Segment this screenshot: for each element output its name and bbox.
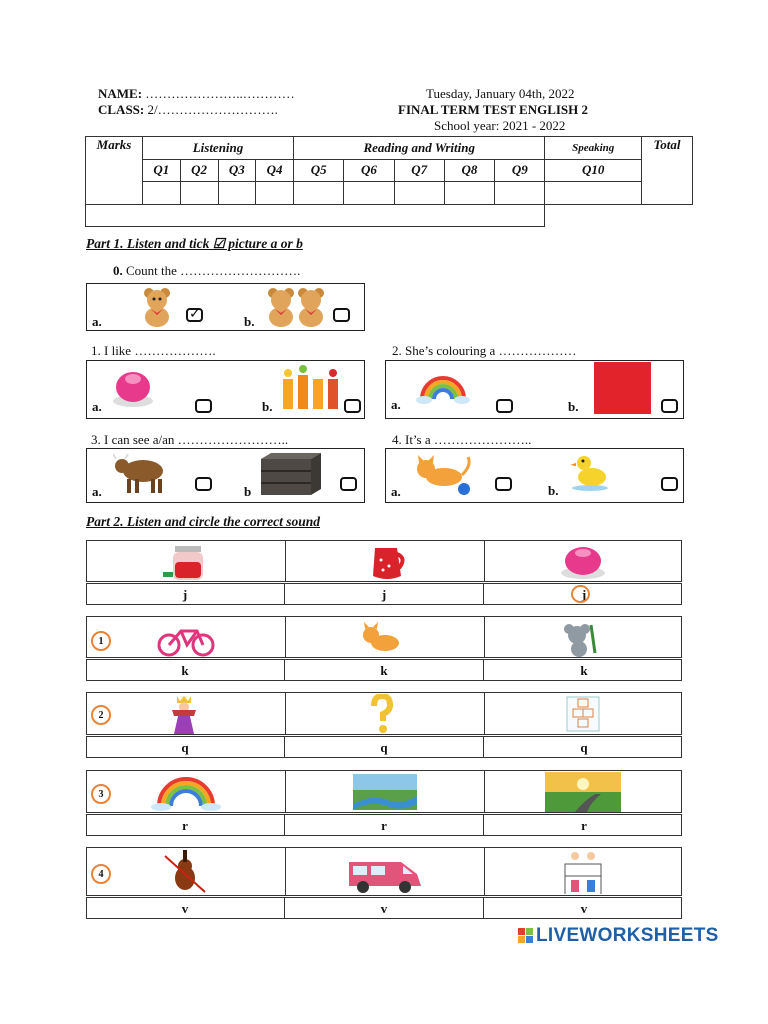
option-b-label: b. xyxy=(244,314,255,329)
q3-box xyxy=(86,448,365,503)
letter-option[interactable]: j xyxy=(381,587,387,602)
q-header: Q4 xyxy=(256,159,294,182)
class-value[interactable]: 2/………………………. xyxy=(147,102,278,117)
speaking-header: Speaking xyxy=(545,137,642,160)
letter-option[interactable]: v xyxy=(380,901,388,916)
letter-option[interactable]: q xyxy=(380,740,388,755)
score-cell[interactable] xyxy=(344,182,394,205)
test-title: FINAL TERM TEST ENGLISH 2 xyxy=(398,102,589,117)
tick-mark: ✓ xyxy=(189,307,201,322)
option-a-label: a. xyxy=(391,484,401,499)
rainbow-icon[interactable] xyxy=(151,774,221,812)
letter-option[interactable]: k xyxy=(380,663,388,678)
red-square xyxy=(594,362,651,414)
teddy-bear-icon xyxy=(137,285,177,327)
part2-title: Part 2. Listen and circle the correct sound xyxy=(86,514,320,529)
q2-box xyxy=(385,360,684,419)
answer-circle xyxy=(571,585,590,603)
kitten-icon xyxy=(412,451,476,497)
logo-blocks-icon xyxy=(518,928,534,944)
violin-icon[interactable] xyxy=(163,850,209,894)
q4-text: 4. It’s a ………………….. xyxy=(392,432,532,447)
q2-text: 2. She’s colouring a ……………… xyxy=(392,343,577,358)
score-cell[interactable] xyxy=(218,182,256,205)
q-header: Q2 xyxy=(180,159,218,182)
q-header: Q9 xyxy=(495,159,545,182)
score-cell[interactable] xyxy=(444,182,494,205)
letter-option[interactable]: q xyxy=(580,740,588,755)
score-cell[interactable] xyxy=(143,182,181,205)
wooden-box-icon xyxy=(259,451,323,497)
checkbox-b[interactable] xyxy=(333,308,350,322)
name-line xyxy=(98,86,295,102)
row-number: 1 xyxy=(91,631,111,651)
jelly-icon[interactable] xyxy=(559,543,607,581)
volleyball-icon[interactable] xyxy=(561,850,605,894)
listening-header: Listening xyxy=(143,137,294,160)
school-year: School year: 2021 - 2022 xyxy=(434,118,566,133)
checkbox-b[interactable] xyxy=(661,477,678,491)
option-b-label: b xyxy=(244,484,252,499)
part1-title: Part 1. Listen and tick ☑ picture a or b xyxy=(86,236,303,251)
letter-option[interactable]: r xyxy=(182,818,188,833)
checkbox-a[interactable] xyxy=(195,477,212,491)
sound-row-pictures xyxy=(86,616,682,658)
q-header: Q5 xyxy=(294,159,344,182)
letter-option[interactable]: r xyxy=(581,818,587,833)
option-a-label: a. xyxy=(92,314,102,329)
name-label: NAME: xyxy=(98,86,143,101)
q-header: Q7 xyxy=(394,159,444,182)
q-header: Q6 xyxy=(344,159,394,182)
comment-cell[interactable] xyxy=(86,204,545,227)
two-teddy-bears-icon xyxy=(263,285,329,327)
kitten-icon[interactable] xyxy=(359,619,407,657)
jam-jar-icon[interactable] xyxy=(163,542,213,582)
logo-text: LIVEWORKSHEETS xyxy=(536,925,719,946)
letter-option[interactable]: q xyxy=(181,740,189,755)
rainbow-icon xyxy=(416,365,470,405)
letter-option[interactable]: k xyxy=(181,663,189,678)
score-cell[interactable] xyxy=(294,182,344,205)
letters-row xyxy=(86,736,682,758)
score-cell[interactable] xyxy=(545,182,642,205)
option-a-label: a. xyxy=(92,399,102,414)
sound-row-pictures xyxy=(86,770,682,813)
score-cell[interactable] xyxy=(495,182,545,205)
class-label: CLASS: xyxy=(98,102,145,117)
checkbox-a[interactable] xyxy=(496,399,513,413)
row-number: 3 xyxy=(91,784,111,804)
letter-option[interactable]: v xyxy=(580,901,588,916)
letters-row xyxy=(86,897,682,919)
letter-option[interactable]: r xyxy=(381,818,387,833)
checkbox-a[interactable] xyxy=(495,477,512,491)
question-mark-icon[interactable] xyxy=(370,694,394,734)
queen-icon[interactable] xyxy=(169,694,199,734)
option-a-label: a. xyxy=(391,397,401,412)
example-box xyxy=(86,283,365,331)
total-header: Total xyxy=(642,137,693,205)
q-header: Q8 xyxy=(444,159,494,182)
q3-text: 3. I can see a/an …………………….. xyxy=(91,432,289,447)
option-b-label: b. xyxy=(568,399,579,414)
score-cell[interactable] xyxy=(256,182,294,205)
road-icon[interactable] xyxy=(545,772,621,812)
row-number: 2 xyxy=(91,705,111,725)
score-cell[interactable] xyxy=(180,182,218,205)
fruit-juice-icon xyxy=(279,361,341,411)
q-header: Q1 xyxy=(143,159,181,182)
letters-row xyxy=(86,659,682,681)
checkbox-b[interactable] xyxy=(661,399,678,413)
letter-option[interactable]: j xyxy=(581,587,587,602)
bike-icon[interactable] xyxy=(157,619,215,657)
row-number: 4 xyxy=(91,864,111,884)
example-question: 0. Count the ………………………. xyxy=(113,263,301,278)
score-cell[interactable] xyxy=(394,182,444,205)
checkbox-a[interactable] xyxy=(186,308,203,322)
sound-row-pictures xyxy=(86,847,682,896)
van-icon[interactable] xyxy=(345,852,425,894)
checkbox-b[interactable] xyxy=(340,477,357,491)
letter-option[interactable]: v xyxy=(181,901,189,916)
option-a-label: a. xyxy=(92,484,102,499)
checkbox-a[interactable] xyxy=(195,399,212,413)
q1-text: 1. I like ………………. xyxy=(91,343,216,358)
q-header: Q3 xyxy=(218,159,256,182)
test-date: Tuesday, January 04th, 2022 xyxy=(426,86,575,101)
hopscotch-icon[interactable] xyxy=(565,695,601,733)
q1-box xyxy=(86,360,365,419)
q4-box xyxy=(385,448,684,503)
duck-icon xyxy=(570,451,610,491)
name-dots[interactable]: …………………..………… xyxy=(145,86,295,101)
marks-header: Marks xyxy=(86,137,143,205)
q-header: Q10 xyxy=(545,159,642,182)
letters-row xyxy=(86,583,682,605)
koala-icon[interactable] xyxy=(563,619,603,657)
class-line xyxy=(98,102,278,118)
sound-row-pictures xyxy=(86,692,682,735)
letter-option[interactable]: k xyxy=(580,663,588,678)
option-b-label: b. xyxy=(262,399,273,414)
letter-option[interactable]: j xyxy=(182,587,188,602)
liveworksheets-logo xyxy=(518,925,719,947)
sound-row-pictures xyxy=(86,540,682,582)
marks-table xyxy=(85,136,693,227)
jelly-icon xyxy=(111,365,155,409)
reading-writing-header: Reading and Writing xyxy=(294,137,545,160)
letters-row xyxy=(86,814,682,836)
jug-icon[interactable] xyxy=(367,542,407,582)
river-icon[interactable] xyxy=(353,774,417,810)
checkbox-b[interactable] xyxy=(344,399,361,413)
ox-icon xyxy=(113,451,173,495)
option-b-label: b. xyxy=(548,483,559,498)
